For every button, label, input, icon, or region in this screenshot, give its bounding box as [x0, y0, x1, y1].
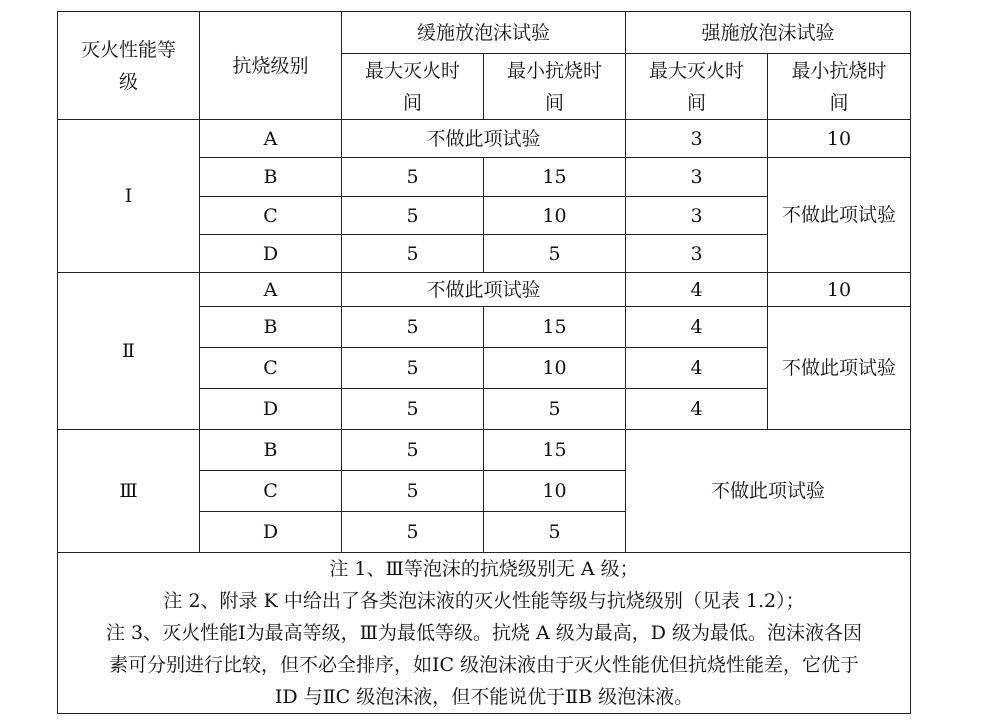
grade-3-c-gentle-max: 5	[342, 471, 484, 512]
grade-1-level-b: B	[200, 158, 342, 197]
header-gentle-min-burnback-label: 最小抗烧时间	[506, 59, 602, 114]
grade-1-b-gentle-min: 15	[484, 158, 626, 197]
grade-2-level-d: D	[200, 389, 342, 430]
grade-3-d-gentle-min: 5	[484, 512, 626, 553]
grade-2-a-gentle-not-tested: 不做此项试验	[342, 273, 626, 307]
header-gentle-min-burnback	[484, 54, 626, 120]
grade-3-label: Ⅲ	[58, 430, 200, 553]
grade-2-d-gentle-min: 5	[484, 389, 626, 430]
header-forceful-max-time	[626, 54, 768, 120]
header-burnback: 抗烧级别	[200, 12, 342, 120]
grade-1-b-gentle-max: 5	[342, 158, 484, 197]
table-notes	[58, 553, 911, 714]
grade-2-d-forceful-max: 4	[626, 389, 768, 430]
grade-2-forceful-min-not-tested	[768, 307, 911, 430]
grade-2-c-gentle-min: 10	[484, 348, 626, 389]
grade-3-d-gentle-max: 5	[342, 512, 484, 553]
grade-1-forceful-min-not-tested	[768, 158, 911, 273]
grade-1-b-forceful-max: 3	[626, 158, 768, 197]
grade-2-d-gentle-max: 5	[342, 389, 484, 430]
header-grade-label: 灭火性能等级	[80, 38, 176, 93]
header-forceful-max-time-label: 最大灭火时间	[649, 59, 745, 114]
grade-2-b-gentle-max: 5	[342, 307, 484, 348]
header-gentle-application: 缓施放泡沫试验	[342, 12, 626, 54]
grade-1-c-forceful-max: 3	[626, 197, 768, 235]
grade-1-a-forceful-max: 3	[626, 120, 768, 158]
grade-3-level-c: C	[200, 471, 342, 512]
grade-1-a-forceful-min: 10	[768, 120, 911, 158]
grade-2-level-b: B	[200, 307, 342, 348]
header-forceful-min-burnback-label: 最小抗烧时间	[791, 59, 887, 114]
grade-1-a-gentle-not-tested: 不做此项试验	[342, 120, 626, 158]
grade-3-c-gentle-min: 10	[484, 471, 626, 512]
header-gentle-max-time-label: 最大灭火时间	[364, 59, 460, 114]
grade-1-label: Ⅰ	[58, 120, 200, 273]
header-forceful-min-burnback	[768, 54, 911, 120]
grade-2-a-forceful-max: 4	[626, 273, 768, 307]
header-gentle-max-time	[342, 54, 484, 120]
grade-1-level-a: A	[200, 120, 342, 158]
grade-2-forceful-min-not-tested-label: 不做此项试验	[782, 357, 897, 379]
grade-2-c-gentle-max: 5	[342, 348, 484, 389]
grade-3-forceful-not-tested: 不做此项试验	[626, 430, 911, 553]
note-3-line-1: 注 3、灭火性能Ⅰ为最高等级，Ⅲ为最低等级。抗烧 A 级为最高，D 级为最低。泡沫液各因	[105, 622, 863, 644]
grade-1-d-forceful-max: 3	[626, 235, 768, 273]
grade-2-level-c: C	[200, 348, 342, 389]
grade-2-b-gentle-min: 15	[484, 307, 626, 348]
grade-1-level-d: D	[200, 235, 342, 273]
note-3-line-3: ⅠD 与ⅡC 级泡沫液，但不能说优于ⅡB 级泡沫液。	[274, 686, 694, 708]
grade-2-b-forceful-max: 4	[626, 307, 768, 348]
grade-3-b-gentle-max: 5	[342, 430, 484, 471]
grade-1-c-gentle-max: 5	[342, 197, 484, 235]
grade-3-level-b: B	[200, 430, 342, 471]
grade-3-b-gentle-min: 15	[484, 430, 626, 471]
foam-performance-table	[57, 11, 911, 714]
grade-3-level-d: D	[200, 512, 342, 553]
grade-1-level-c: C	[200, 197, 342, 235]
grade-2-label: Ⅱ	[58, 273, 200, 430]
header-grade	[58, 12, 200, 120]
note-1: 注 1、Ⅲ等泡沫的抗烧级别无 A 级；	[329, 558, 639, 580]
note-3-line-2: 素可分别进行比较，但不必全排序，如ⅠC 级泡沫液由于灭火性能优但抗烧性能差，它优于	[108, 654, 860, 676]
grade-1-d-gentle-min: 5	[484, 235, 626, 273]
grade-1-forceful-min-not-tested-label: 不做此项试验	[782, 204, 897, 226]
grade-2-level-a: A	[200, 273, 342, 307]
note-2: 注 2、附录 K 中给出了各类泡沫液的灭火性能等级与抗烧级别（见表 1.2）；	[163, 590, 805, 612]
grade-1-d-gentle-max: 5	[342, 235, 484, 273]
grade-1-c-gentle-min: 10	[484, 197, 626, 235]
grade-2-c-forceful-max: 4	[626, 348, 768, 389]
header-forceful-application: 强施放泡沫试验	[626, 12, 911, 54]
grade-2-a-forceful-min: 10	[768, 273, 911, 307]
